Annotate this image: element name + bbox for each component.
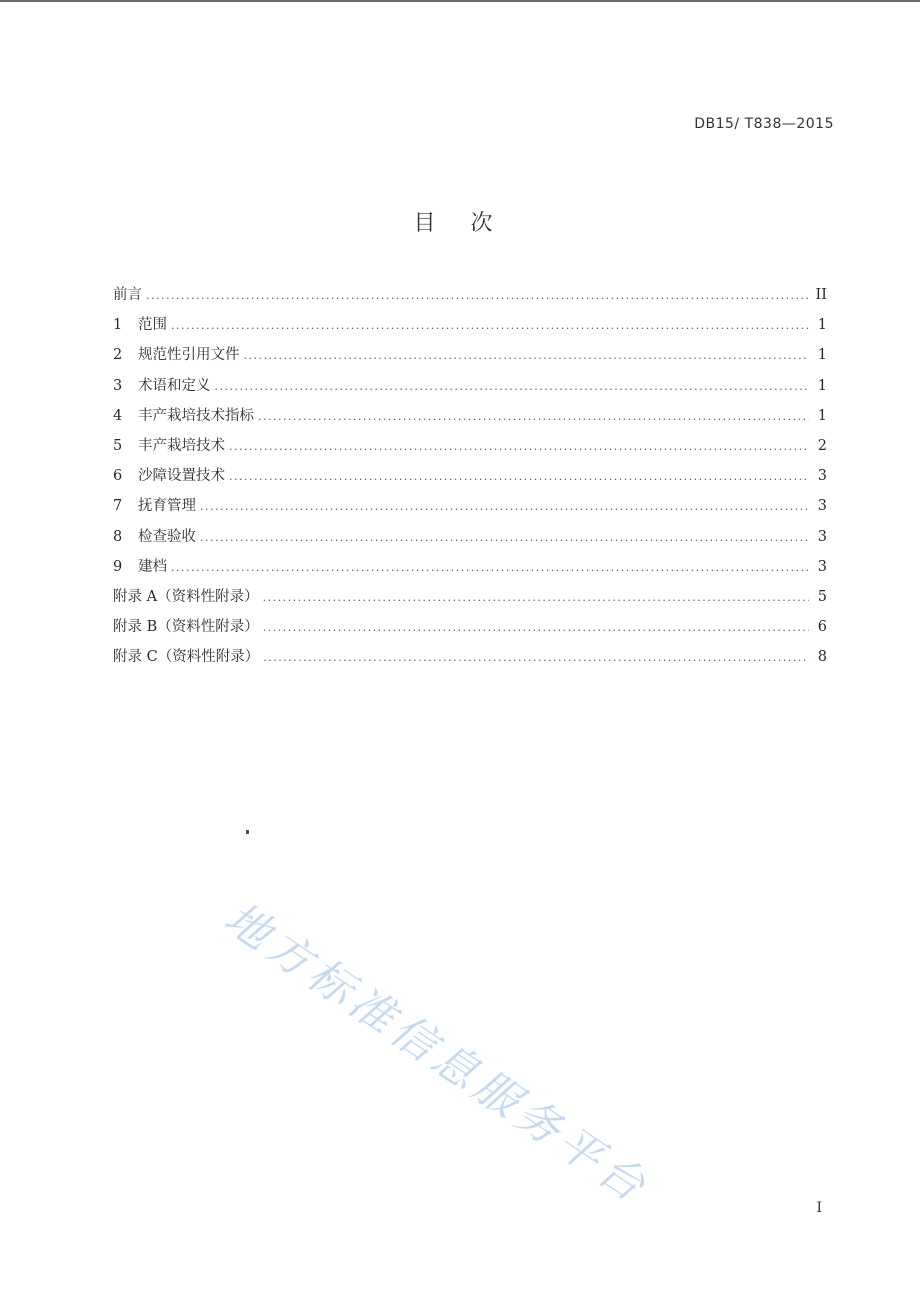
toc-entry-technical-indicators[interactable]: [113, 401, 827, 431]
toc-entry-number: 2: [113, 347, 123, 364]
toc-entry-label: 附录 B（资料性附录）: [113, 619, 259, 636]
toc-dot-leader: [171, 553, 809, 583]
toc-entry-appendix-b[interactable]: [113, 612, 827, 642]
toc-dot-leader: [263, 583, 809, 613]
toc-dot-leader: [215, 372, 810, 402]
toc-entry-label: 抚育管理: [138, 498, 196, 515]
toc-entry-number: 3: [113, 377, 123, 394]
toc-entry-label: 建档: [138, 558, 167, 575]
toc-entry-appendix-a[interactable]: [113, 582, 827, 612]
toc-entry-page: 6: [817, 619, 827, 636]
toc-entry-label: 范围: [138, 317, 167, 334]
toc-entry-page: 1: [817, 377, 827, 394]
table-of-contents: [113, 280, 827, 672]
toc-entry-tending-management[interactable]: [113, 491, 827, 521]
toc-entry-page: 1: [817, 317, 827, 334]
toc-entry-page: 1: [817, 407, 827, 424]
toc-dot-leader: [229, 432, 809, 462]
top-border-line: [0, 0, 920, 2]
toc-dot-leader: [146, 281, 808, 311]
toc-entry-page: 3: [817, 558, 827, 575]
toc-dot-leader: [229, 462, 809, 492]
toc-dot-leader: [171, 311, 809, 341]
watermark: 地方标准信息服务平台: [215, 892, 659, 1215]
toc-entry-scope[interactable]: [113, 310, 827, 340]
toc-entry-number: 9: [113, 558, 123, 575]
toc-entry-sand-barrier[interactable]: [113, 461, 827, 491]
toc-entry-page: II: [815, 287, 827, 303]
toc-entry-number: 1: [113, 317, 123, 334]
toc-dot-leader: [258, 402, 809, 432]
toc-entry-number: 5: [113, 437, 123, 454]
document-code: DB15/ T838—2015: [694, 116, 834, 132]
toc-entry-cultivation-techniques[interactable]: [113, 431, 827, 461]
toc-dot-leader: [263, 643, 809, 673]
toc-entry-page: 1: [817, 347, 827, 364]
toc-dot-leader: [263, 613, 809, 643]
toc-entry-label: 附录 A（资料性附录）: [113, 588, 259, 605]
toc-entry-page: 3: [817, 498, 827, 515]
toc-entry-page: 8: [817, 649, 827, 666]
toc-dot-leader: [244, 341, 810, 371]
toc-entry-label: 附录 C（资料性附录）: [113, 649, 260, 666]
toc-entry-page: 2: [817, 437, 827, 454]
toc-entry-number: 7: [113, 498, 123, 515]
toc-title: 目 次: [413, 211, 507, 236]
toc-entry-appendix-c[interactable]: [113, 642, 827, 672]
toc-entry-label: 前言: [113, 287, 142, 303]
page-number: I: [816, 1200, 822, 1216]
toc-entry-normative-references[interactable]: [113, 340, 827, 370]
toc-entry-number: 8: [113, 528, 123, 545]
toc-entry-label: 术语和定义: [138, 377, 211, 394]
toc-entry-archiving[interactable]: [113, 552, 827, 582]
toc-entry-terms-definitions[interactable]: [113, 371, 827, 401]
toc-entry-number: 4: [113, 407, 123, 424]
toc-entry-page: 3: [817, 528, 827, 545]
toc-entry-label: 丰产栽培技术指标: [138, 407, 254, 424]
scan-speck: [246, 830, 249, 834]
toc-dot-leader: [200, 523, 809, 553]
toc-entry-page: 3: [817, 468, 827, 485]
toc-entry-page: 5: [817, 588, 827, 605]
toc-entry-label: 沙障设置技术: [138, 468, 225, 485]
toc-entry-number: 6: [113, 468, 123, 485]
toc-entry-label: 检查验收: [138, 528, 196, 545]
toc-dot-leader: [200, 492, 809, 522]
toc-entry-label: 规范性引用文件: [138, 347, 240, 364]
toc-entry-preface[interactable]: [113, 280, 827, 310]
toc-entry-label: 丰产栽培技术: [138, 437, 225, 454]
toc-entry-inspection-acceptance[interactable]: [113, 522, 827, 552]
